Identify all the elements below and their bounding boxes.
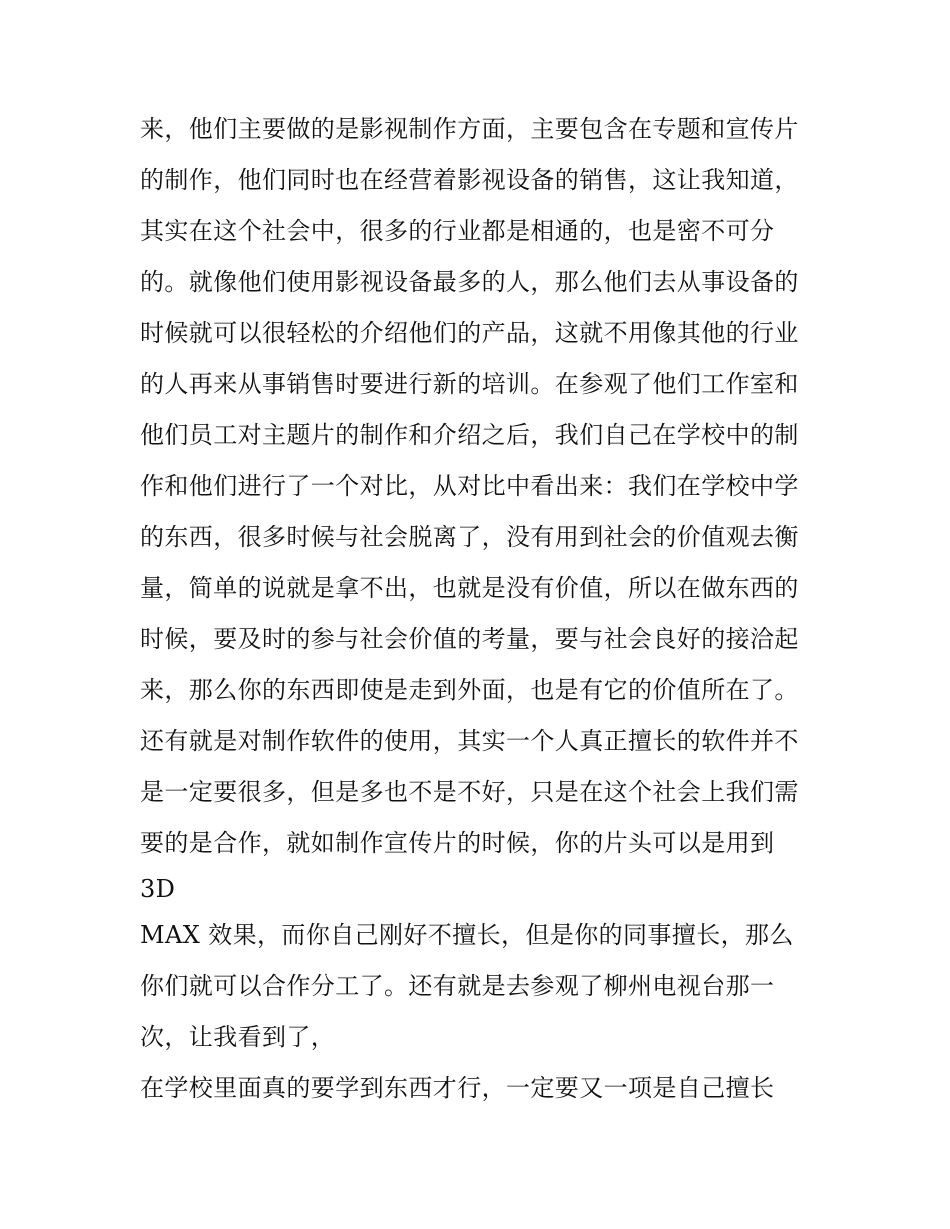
text-line-4: 的。就像他们使用影视设备最多的人，那么他们去从事设备的 <box>140 268 799 296</box>
text-line-3: 其实在这个社会中，很多的行业都是相通的，也是密不可分 <box>140 217 775 245</box>
text-line-18: 你们就可以合作分工了。还有就是去参观了柳州电视台那一 <box>140 972 775 1000</box>
text-line-14: 是一定要很多，但是多也不是不好，只是在这个社会上我们需 <box>140 778 799 806</box>
text-line-7: 他们员工对主题片的制作和介绍之后，我们自己在学校中的制 <box>140 421 799 449</box>
text-line-15: 要的是合作，就如制作宣传片的时候，你的片头可以是用到 <box>140 829 775 857</box>
text-line-2: 的制作，他们同时也在经营着影视设备的销售，这让我知道， <box>140 166 799 194</box>
text-line-20: 在学校里面真的要学到东西才行，一定要又一项是自己擅长 <box>140 1074 775 1102</box>
body-text <box>140 104 820 1114</box>
text-line-8: 作和他们进行了一个对比，从对比中看出来：我们在学校中学 <box>140 472 799 500</box>
text-line-1: 来，他们主要做的是影视制作方面，主要包含在专题和宣传片 <box>140 115 799 143</box>
text-line-11: 时候，要及时的参与社会价值的考量，要与社会良好的接洽起 <box>140 625 799 653</box>
text-line-16: 3D <box>140 875 176 903</box>
text-line-5: 时候就可以很轻松的介绍他们的产品，这就不用像其他的行业 <box>140 319 799 347</box>
text-line-17: MAX 效果，而你自己刚好不擅长，但是你的同事擅长，那么 <box>140 921 794 949</box>
text-line-10: 量，简单的说就是拿不出，也就是没有价值，所以在做东西的 <box>140 574 799 602</box>
text-line-19: 次，让我看到了， <box>140 1023 336 1051</box>
text-line-12: 来，那么你的东西即使是走到外面，也是有它的价值所在了。 <box>140 676 799 704</box>
text-line-13: 还有就是对制作软件的使用，其实一个人真正擅长的软件并不 <box>140 727 799 755</box>
text-line-9: 的东西，很多时候与社会脱离了，没有用到社会的价值观去衡 <box>140 523 799 551</box>
text-line-6: 的人再来从事销售时要进行新的培训。在参观了他们工作室和 <box>140 370 799 398</box>
